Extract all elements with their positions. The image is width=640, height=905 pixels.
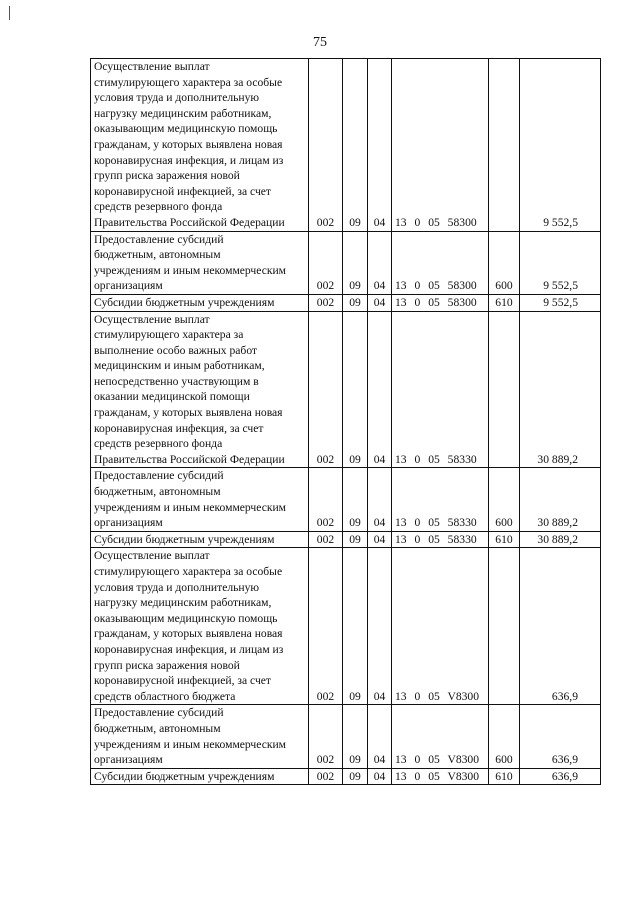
table-row <box>91 294 601 311</box>
row-name-cell: Предоставление субсидий бюджетным, автономным учреждениям и иным некоммерческим организациям <box>91 231 309 294</box>
expense-type-cell: 610 <box>489 294 520 311</box>
table-row <box>91 468 601 531</box>
target-item-cell: 13 0 05 58330 <box>392 468 489 531</box>
budget-table-body <box>91 59 601 785</box>
target-item-cell: 13 0 05 58300 <box>392 231 489 294</box>
expense-type-cell <box>489 59 520 232</box>
expense-type-cell: 600 <box>489 468 520 531</box>
target-item-cell: 13 0 05 58330 <box>392 311 489 468</box>
target-item-cell: 13 0 05 58330 <box>392 531 489 548</box>
page-number: 75 <box>313 35 327 50</box>
ministry-code-cell: 002 <box>309 59 343 232</box>
row-name-cell: Субсидии бюджетным учреждениям <box>91 531 309 548</box>
row-name-cell: Субсидии бюджетным учреждениям <box>91 768 309 785</box>
section-code-cell: 09 <box>343 705 368 768</box>
budget-table <box>90 58 601 785</box>
subsection-code-cell: 04 <box>368 311 392 468</box>
subsection-code-cell: 04 <box>368 548 392 705</box>
section-code-cell: 09 <box>343 531 368 548</box>
amount-cell: 9 552,5 <box>520 231 601 294</box>
subsection-code-cell: 04 <box>368 231 392 294</box>
scan-margin-mark <box>9 6 10 20</box>
amount-cell: 9 552,5 <box>520 294 601 311</box>
ministry-code-cell: 002 <box>309 531 343 548</box>
amount-cell: 9 552,5 <box>520 59 601 232</box>
ministry-code-cell: 002 <box>309 768 343 785</box>
section-code-cell: 09 <box>343 59 368 232</box>
expense-type-cell: 610 <box>489 768 520 785</box>
section-code-cell: 09 <box>343 548 368 705</box>
expense-type-cell <box>489 311 520 468</box>
expense-type-cell: 610 <box>489 531 520 548</box>
row-name-cell: Предоставление субсидий бюджетным, автономным учреждениям и иным некоммерческим организациям <box>91 468 309 531</box>
row-name-cell: Осуществление выплат стимулирующего характера за особые условия труда и дополнительную нагрузку медицинским работникам, оказывающим медицинскую помощь гражданам, у которых выявлена новая коронавирусная инфекция, и лицам из групп риска заражения новой коронавирусной инфекцией, за счет средств резервного фонда Правительства Российской Федерации <box>91 59 309 232</box>
row-name-cell: Предоставление субсидий бюджетным, автономным учреждениям и иным некоммерческим организациям <box>91 705 309 768</box>
table-row <box>91 311 601 468</box>
table-row <box>91 548 601 705</box>
section-code-cell: 09 <box>343 311 368 468</box>
amount-cell: 636,9 <box>520 548 601 705</box>
target-item-cell: 13 0 05 58300 <box>392 59 489 232</box>
ministry-code-cell: 002 <box>309 231 343 294</box>
subsection-code-cell: 04 <box>368 294 392 311</box>
subsection-code-cell: 04 <box>368 705 392 768</box>
section-code-cell: 09 <box>343 468 368 531</box>
table-row <box>91 59 601 232</box>
row-name-cell: Осуществление выплат стимулирующего характера за выполнение особо важных работ медицинским и иным работникам, непосредственно участвующим в оказании медицинской помощи гражданам, у которых выявлена новая коронавирусная инфекция, за счет средств резервного фонда Правительства Российской Федерации <box>91 311 309 468</box>
subsection-code-cell: 04 <box>368 59 392 232</box>
amount-cell: 30 889,2 <box>520 468 601 531</box>
row-name-cell: Субсидии бюджетным учреждениям <box>91 294 309 311</box>
table-row <box>91 231 601 294</box>
ministry-code-cell: 002 <box>309 468 343 531</box>
expense-type-cell: 600 <box>489 231 520 294</box>
ministry-code-cell: 002 <box>309 311 343 468</box>
table-row <box>91 531 601 548</box>
target-item-cell: 13 0 05 58300 <box>392 294 489 311</box>
table-row <box>91 768 601 785</box>
amount-cell: 636,9 <box>520 705 601 768</box>
subsection-code-cell: 04 <box>368 768 392 785</box>
ministry-code-cell: 002 <box>309 705 343 768</box>
subsection-code-cell: 04 <box>368 531 392 548</box>
section-code-cell: 09 <box>343 294 368 311</box>
ministry-code-cell: 002 <box>309 548 343 705</box>
target-item-cell: 13 0 05 V8300 <box>392 768 489 785</box>
amount-cell: 30 889,2 <box>520 531 601 548</box>
section-code-cell: 09 <box>343 768 368 785</box>
table-row <box>91 705 601 768</box>
target-item-cell: 13 0 05 V8300 <box>392 705 489 768</box>
target-item-cell: 13 0 05 V8300 <box>392 548 489 705</box>
subsection-code-cell: 04 <box>368 468 392 531</box>
expense-type-cell: 600 <box>489 705 520 768</box>
section-code-cell: 09 <box>343 231 368 294</box>
expense-type-cell <box>489 548 520 705</box>
amount-cell: 30 889,2 <box>520 311 601 468</box>
row-name-cell: Осуществление выплат стимулирующего характера за особые условия труда и дополнительную нагрузку медицинским работникам, оказывающим медицинскую помощь гражданам, у которых выявлена новая коронавирусная инфекция, и лицам из групп риска заражения новой коронавирусной инфекцией, за счет средств областного бюджета <box>91 548 309 705</box>
ministry-code-cell: 002 <box>309 294 343 311</box>
amount-cell: 636,9 <box>520 768 601 785</box>
